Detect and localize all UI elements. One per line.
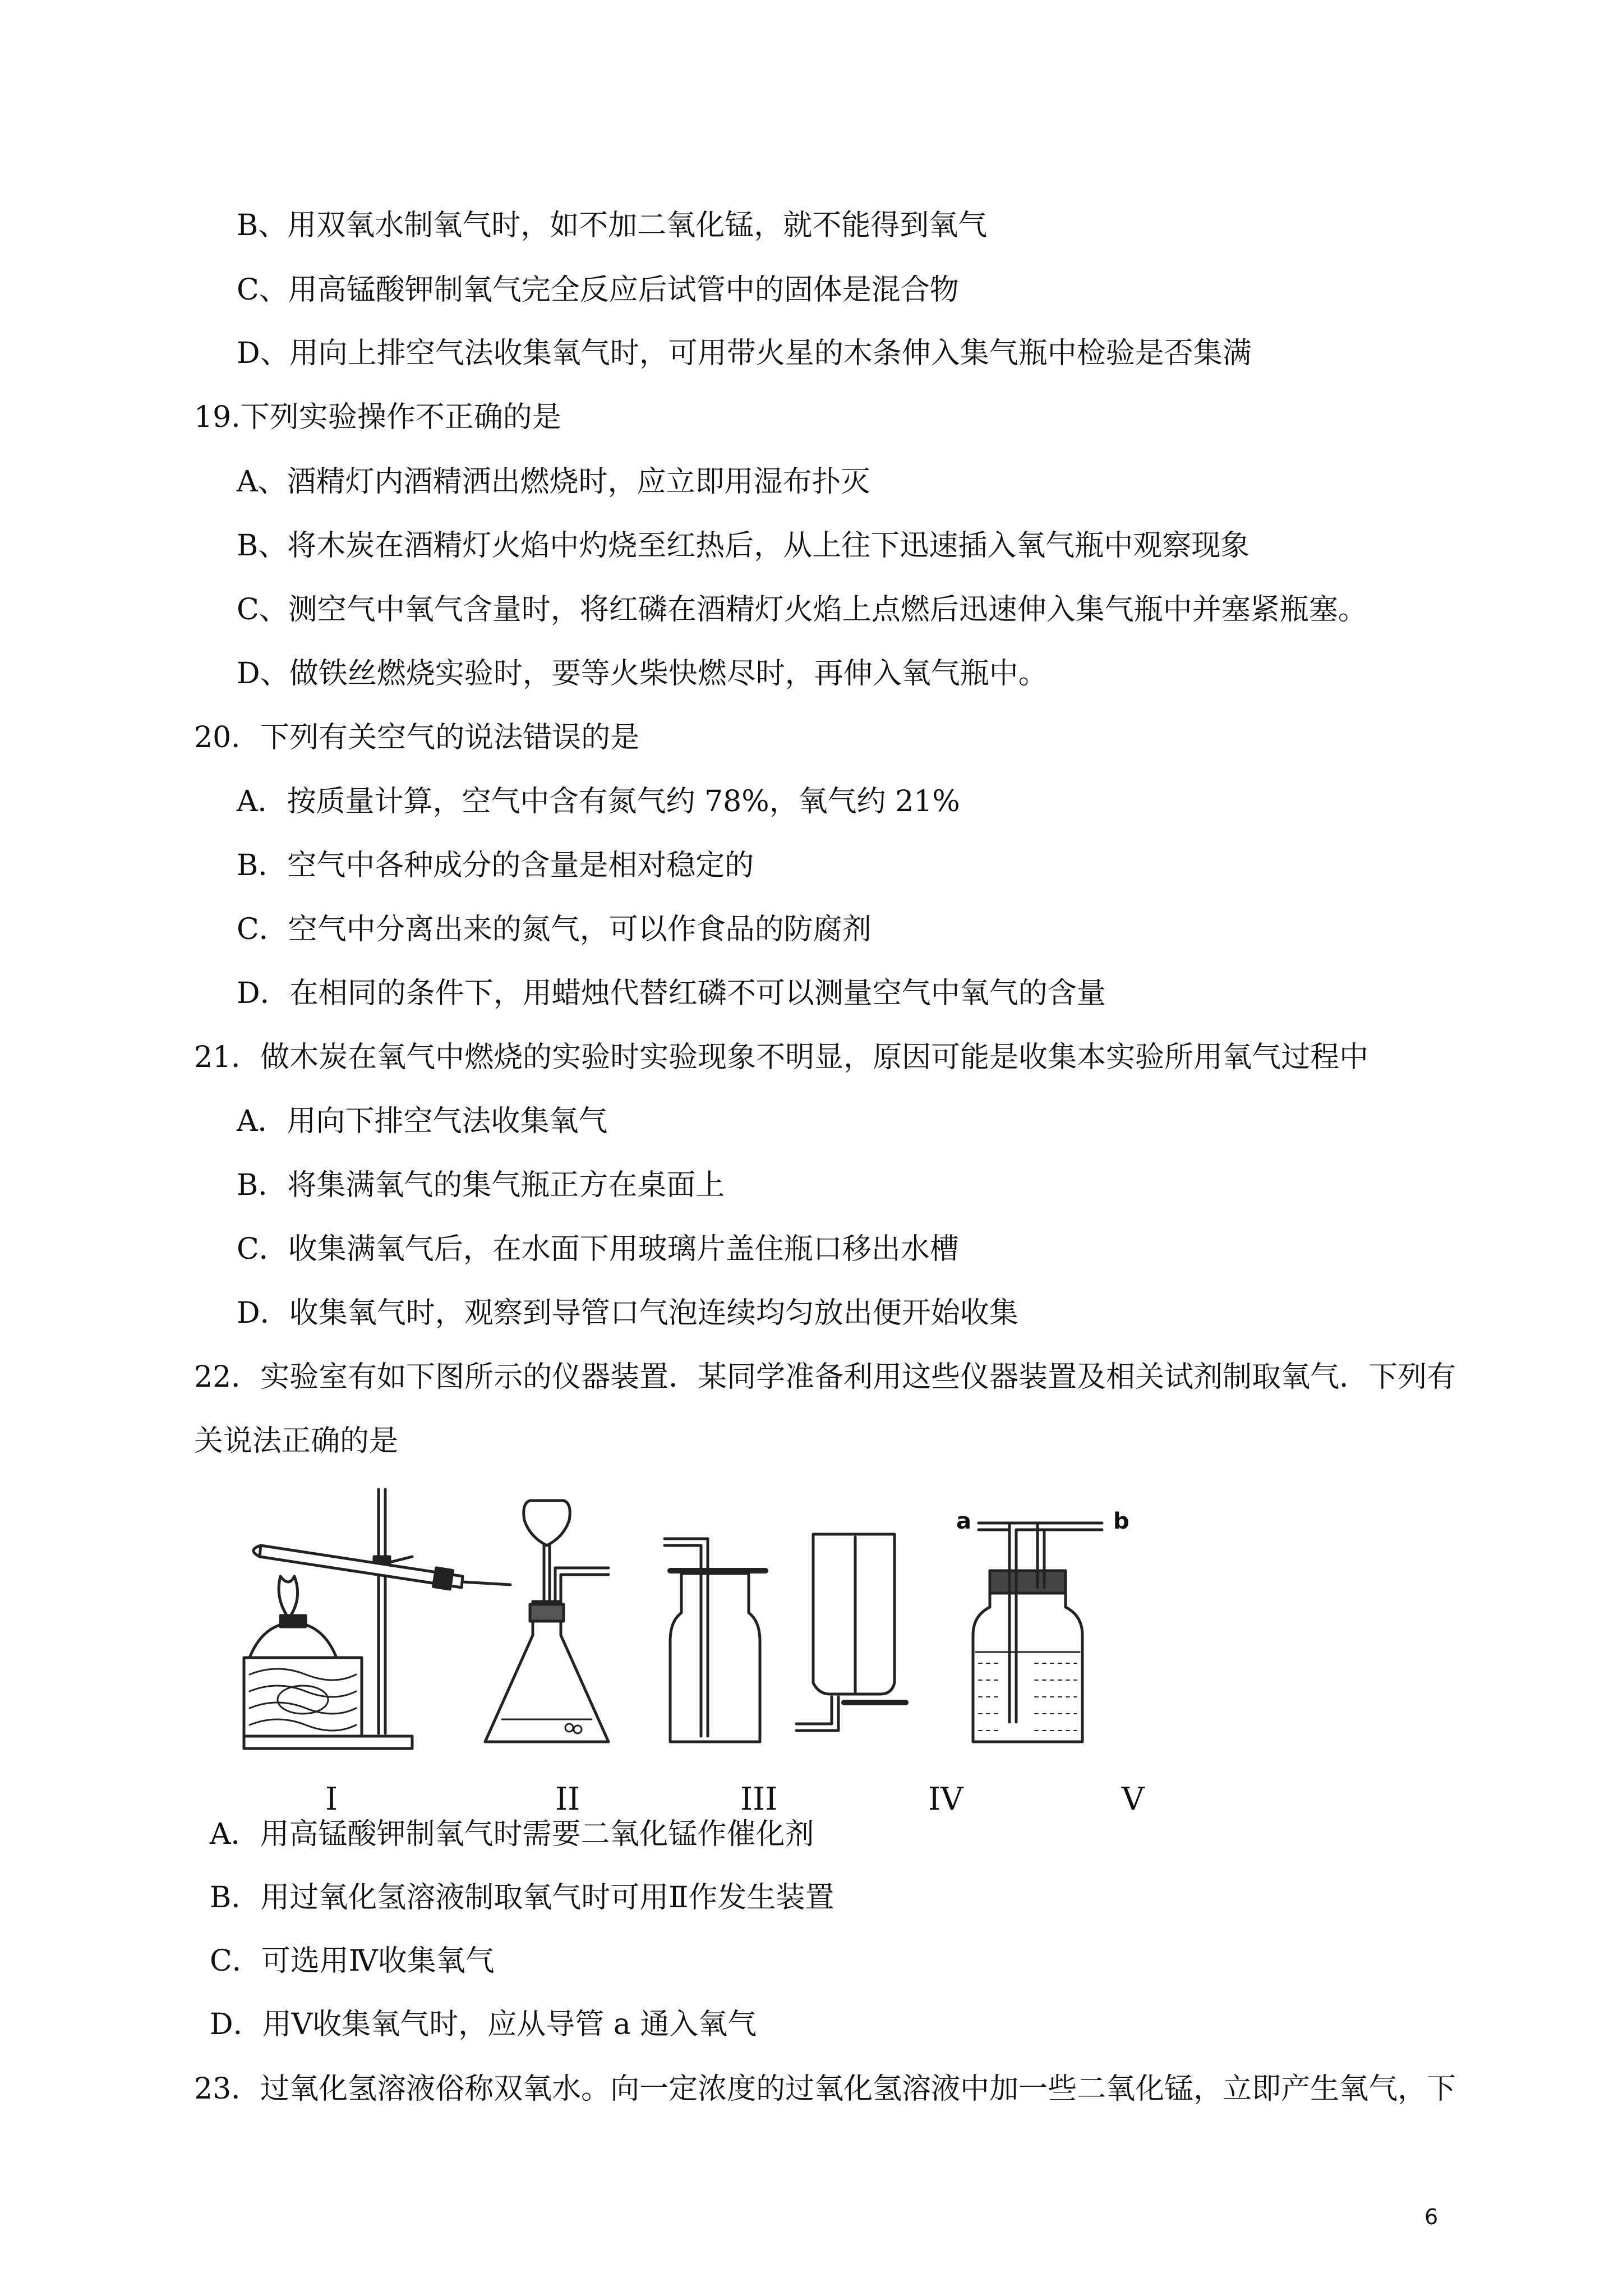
figure-label-iii: III [740, 1781, 778, 1818]
apparatus-figure [227, 1473, 1265, 1809]
q21-option-b: B．将集满氧气的集气瓶正方在桌面上 [237, 1168, 725, 1202]
figure-label-v: V [1122, 1781, 1145, 1818]
q21-option-c: C．收集满氧气后，在水面下用玻璃片盖住瓶口移出水槽 [237, 1232, 959, 1266]
apparatus-v-wash-bottle [973, 1523, 1102, 1742]
q19-option-d: D、做铁丝燃烧实验时，要等火柴快燃尽时，再伸入氧气瓶中。 [237, 657, 1048, 691]
figure-label-iv: IV [928, 1781, 963, 1818]
q19-option-b: B、将木炭在酒精灯火焰中灼烧至红热后，从上往下迅速插入氧气瓶中观察现象 [237, 529, 1250, 563]
figure-label-i: I [325, 1781, 338, 1818]
apparatus-iv-inverted-bottle [796, 1534, 906, 1731]
apparatus-ii-conical-flask [485, 1501, 608, 1742]
q19-option-a: A、酒精灯内酒精洒出燃烧时，应立即用湿布扑灭 [237, 465, 870, 499]
apparatus-i-heating-setup [244, 1489, 510, 1749]
page-number: 6 [1424, 2205, 1438, 2229]
q20-option-b: B．空气中各种成分的含量是相对稳定的 [237, 849, 754, 882]
q18-option-c: C、用高锰酸钾制氧气完全反应后试管中的固体是混合物 [237, 273, 959, 307]
q22-option-b: B．用过氧化氢溶液制取氧气时可用Ⅱ作发生装置 [210, 1881, 834, 1915]
q22-stem-line1: 22．实验室有如下图所示的仪器装置．某同学准备利用这些仪器装置及相关试剂制取氧气．下列有 [194, 1360, 1456, 1394]
tube-a-label: a [956, 1508, 971, 1534]
tube-b-label: b [1113, 1508, 1129, 1534]
q21-stem: 21．做木炭在氧气中燃烧的实验时实验现象不明显，原因可能是收集本实验所用氧气过程中 [194, 1041, 1369, 1074]
q20-stem: 20．下列有关空气的说法错误的是 [194, 721, 640, 754]
q20-option-a: A．按质量计算，空气中含有氮气约 78%，氧气约 21% [237, 785, 960, 818]
q21-option-d: D．收集氧气时，观察到导管口气泡连续均匀放出便开始收集 [237, 1296, 1018, 1330]
q21-option-a: A．用向下排空气法收集氧气 [237, 1105, 608, 1138]
q20-option-d: D．在相同的条件下，用蜡烛代替红磷不可以测量空气中氧气的含量 [237, 977, 1106, 1010]
q19-option-c: C、测空气中氧气含量时，将红磷在酒精灯火焰上点燃后迅速伸入集气瓶中并塞紧瓶塞。 [237, 593, 1367, 627]
q18-option-d: D、用向上排空气法收集氧气时，可用带火星的木条伸入集气瓶中检验是否集满 [237, 337, 1252, 370]
q23-stem: 23．过氧化氢溶液俗称双氧水。向一定浓度的过氧化氢溶液中加一些二氧化锰，立即产生氧气，下 [194, 2072, 1456, 2106]
q19-stem: 19.下列实验操作不正确的是 [194, 401, 561, 434]
q20-option-c: C．空气中分离出来的氮气，可以作食品的防腐剂 [237, 913, 872, 946]
q18-option-b: B、用双氧水制氧气时，如不加二氧化锰，就不能得到氧气 [237, 209, 988, 242]
figure-label-ii: II [555, 1781, 580, 1818]
q22-option-d: D．用Ⅴ收集氧气时，应从导管 a 通入氧气 [210, 2008, 757, 2041]
q22-option-c: C．可选用Ⅳ收集氧气 [210, 1944, 495, 1978]
q22-stem-line2: 关说法正确的是 [194, 1424, 399, 1458]
q22-option-a: A．用高锰酸钾制氧气时需要二氧化锰作催化剂 [210, 1818, 814, 1851]
apparatus-iii-gas-jar [665, 1539, 766, 1742]
